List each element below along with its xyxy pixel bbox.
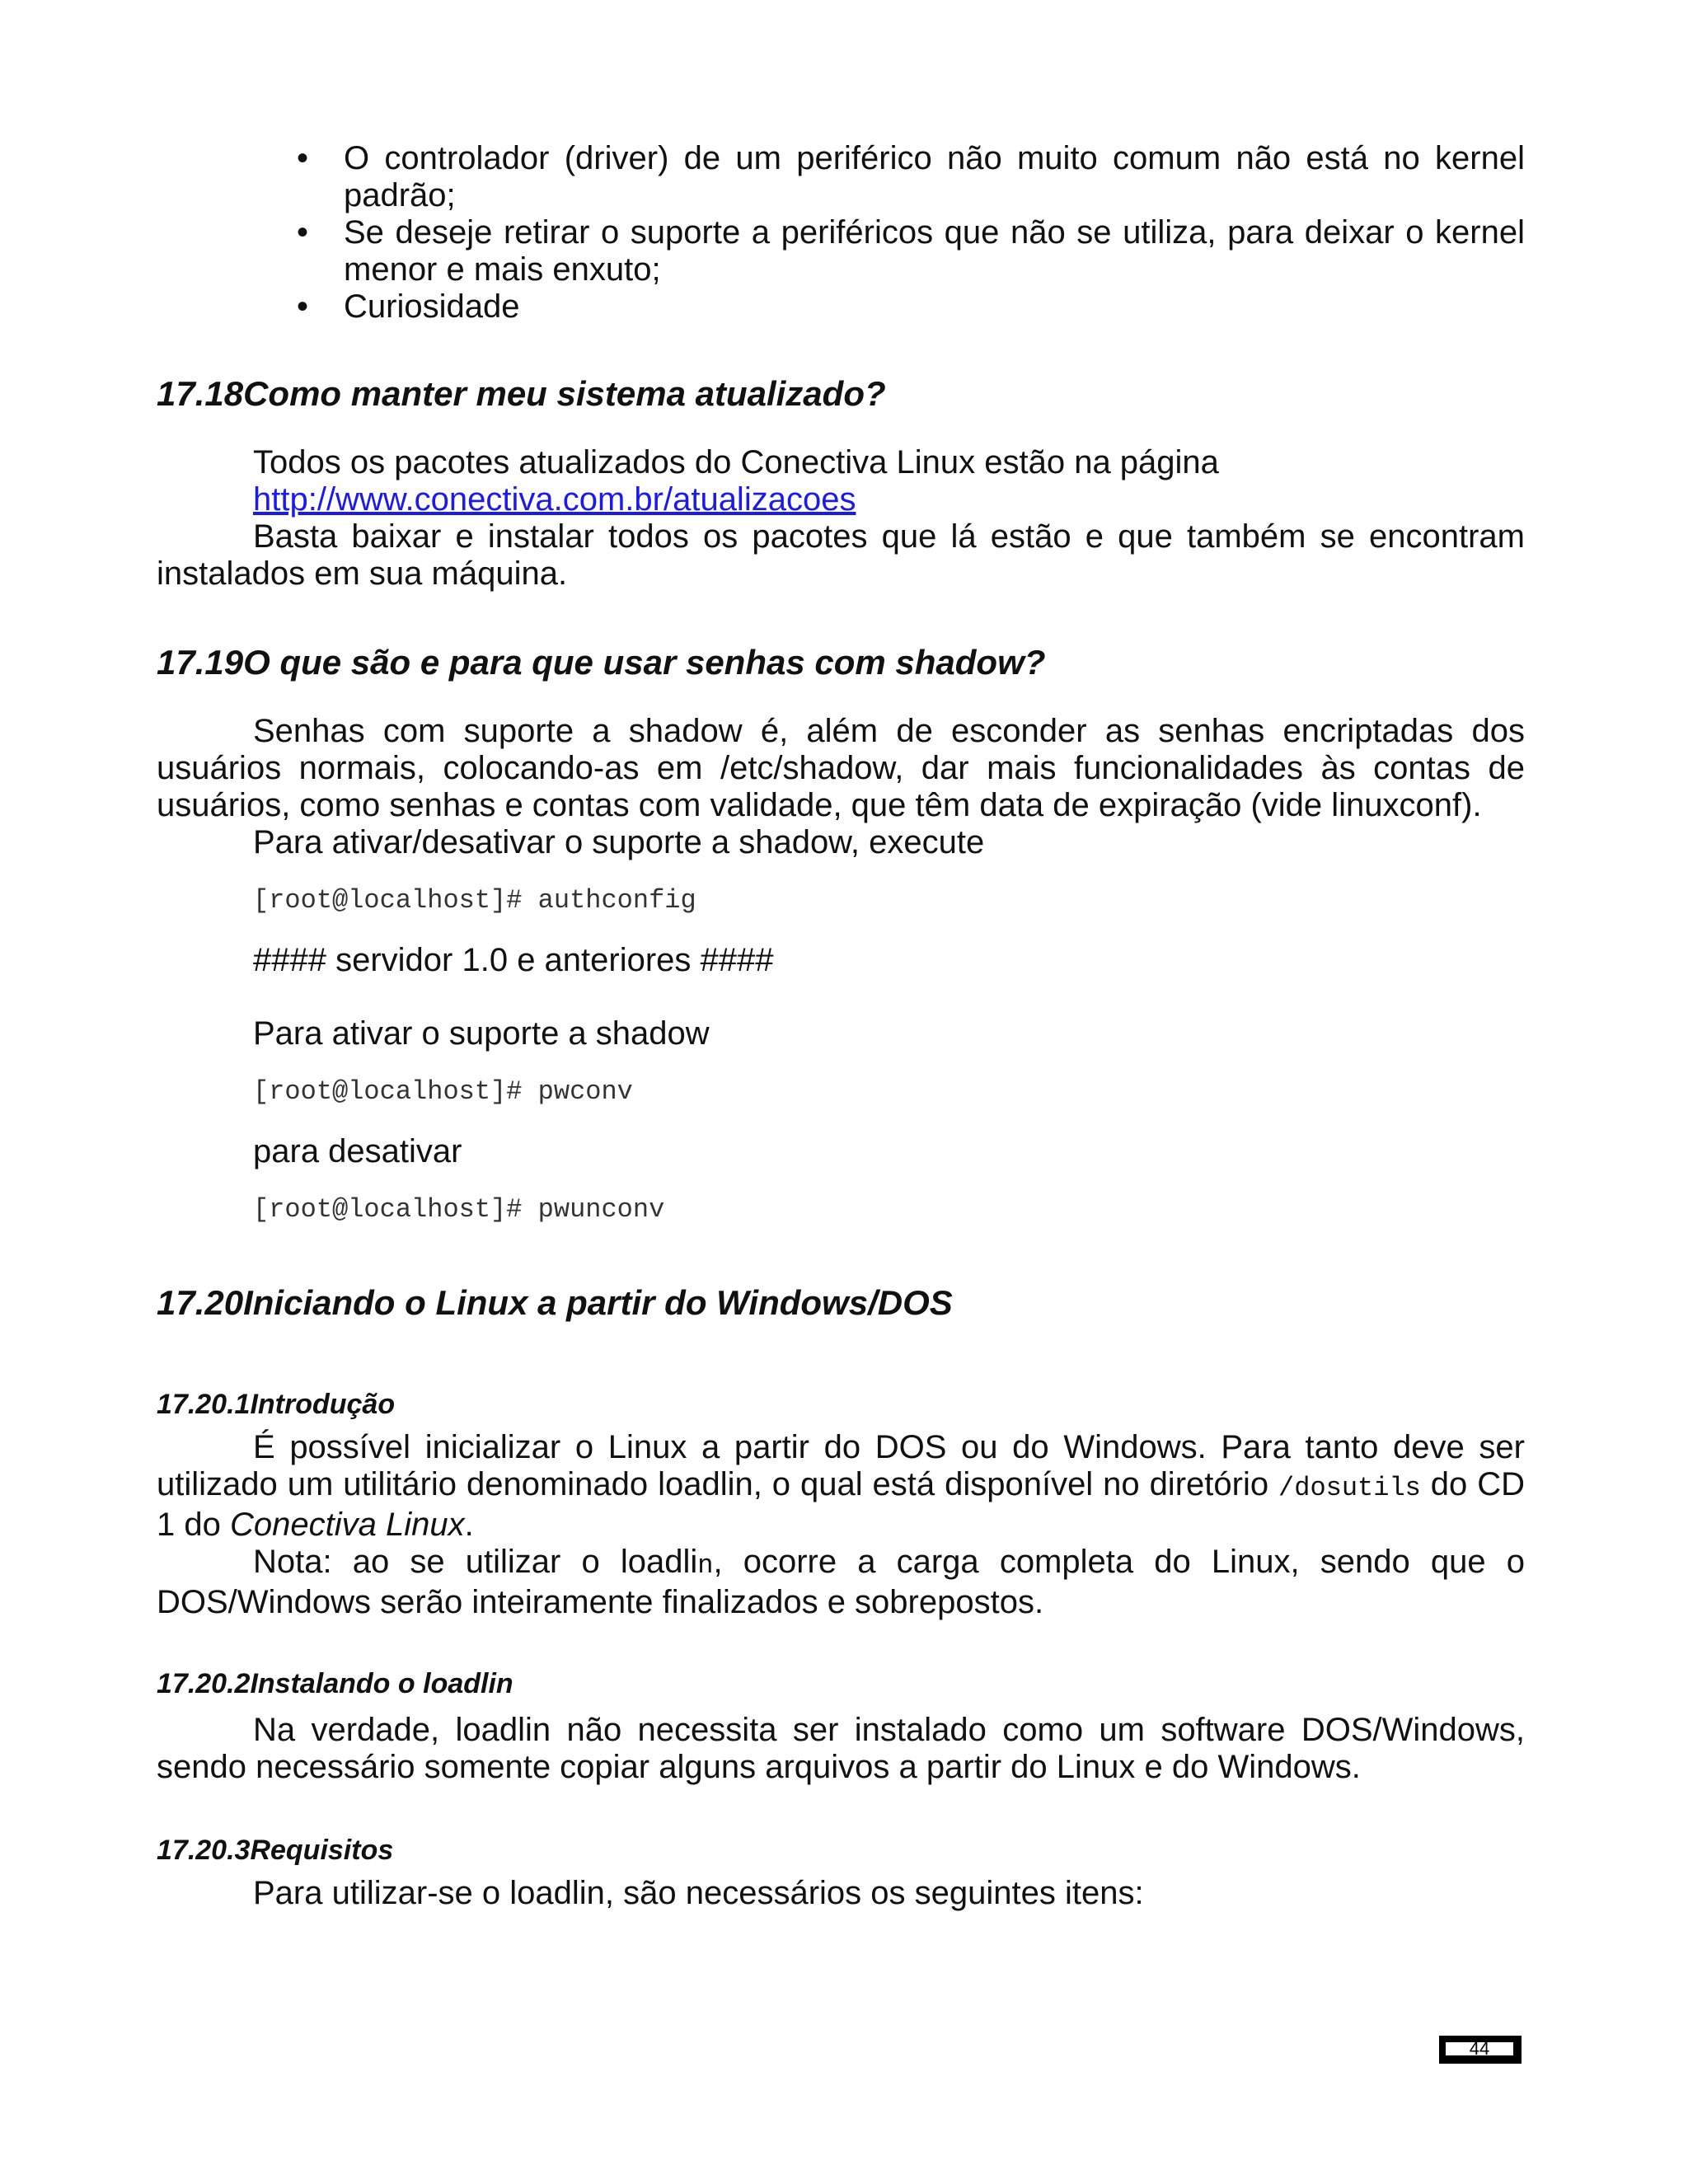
paragraph: para desativar <box>253 1133 462 1169</box>
subsection-heading-17-20-1: 17.20.1Introdução <box>157 1389 396 1420</box>
link-line <box>157 481 1525 518</box>
document-page <box>157 140 1525 1912</box>
section-heading-17-19: 17.19O que são e para que usar senhas com shadow? <box>157 643 1046 682</box>
inline-code: /dosutils <box>1278 1473 1421 1503</box>
list-item <box>297 288 1525 326</box>
paragraph: Basta baixar e instalar todos os pacotes que lá estão e que também se encontram instalados em sua máquina. <box>157 518 1525 592</box>
text-span: . <box>464 1507 474 1543</box>
paragraph: Para utilizar-se o loadlin, são necessários os seguintes itens: <box>253 1875 1144 1911</box>
text-span: do CD 1 do <box>157 1466 1526 1543</box>
section-heading-17-20: 17.20Iniciando o Linux a partir do Windows/DOS <box>157 1283 953 1322</box>
text-span: Nota: ao se utilizar o loadli <box>253 1544 698 1580</box>
paragraph: Todos os pacotes atualizados do Conectiva Linux estão na página <box>253 444 1219 480</box>
section-heading-17-18: 17.18Como manter meu sistema atualizado? <box>157 374 886 413</box>
code-line: [root@localhost]# pwunconv <box>253 1194 665 1225</box>
code-line: [root@localhost]# authconfig <box>253 885 696 916</box>
bullet-icon: • <box>297 140 309 176</box>
paragraph <box>157 1429 1525 1544</box>
bullet-list <box>297 140 1525 326</box>
list-item-text: Se deseje retirar o suporte a periféricos que não se utiliza, para deixar o kernel menor e mais enxuto; <box>344 214 1525 288</box>
inline-code: n <box>697 1550 714 1581</box>
paragraph <box>157 1544 1525 1621</box>
paragraph: Para ativar o suporte a shadow <box>253 1015 710 1052</box>
page-number-badge: 44 <box>1439 2036 1522 2064</box>
bullet-icon: • <box>297 214 309 251</box>
paragraph: Senhas com suporte a shadow é, além de esconder as senhas encriptadas dos usuários normais, colocando-as em /etc/shadow, dar mais funcionalidades às contas de usuários, como senhas e contas com validade, que têm data de expiração (vide linuxconf). <box>157 713 1525 823</box>
emphasis-text: Conectiva Linux <box>229 1507 465 1543</box>
list-item-text: O controlador (driver) de um periférico não muito comum não está no kernel padrão; <box>344 140 1525 213</box>
bullet-icon: • <box>297 288 309 325</box>
code-line: [root@localhost]# pwconv <box>253 1076 633 1107</box>
subsection-heading-17-20-2: 17.20.2Instalando o loadlin <box>157 1668 513 1699</box>
updates-link[interactable]: http://www.conectiva.com.br/atualizacoes <box>253 481 856 518</box>
subsection-heading-17-20-3: 17.20.3Requisitos <box>157 1835 394 1866</box>
text-span: É possível inicializar o Linux a partir do DOS ou do Windows. Para tanto deve ser utilizado um utilitário denominado loadlin, o qual está disponível no diretório <box>157 1429 1525 1502</box>
paragraph: #### servidor 1.0 e anteriores #### <box>253 942 774 978</box>
list-item-text: Curiosidade <box>344 288 520 325</box>
list-item <box>297 140 1525 214</box>
paragraph: Para ativar/desativar o suporte a shadow, execute <box>253 824 985 860</box>
paragraph: Na verdade, loadlin não necessita ser instalado como um software DOS/Windows, sendo necessário somente copiar alguns arquivos a partir do Linux e do Windows. <box>157 1712 1525 1785</box>
text-span: , ocorre a carga completa do Linux, sendo que o DOS/Windows serão inteiramente finalizados e sobrepostos. <box>157 1544 1525 1620</box>
list-item <box>297 214 1525 288</box>
